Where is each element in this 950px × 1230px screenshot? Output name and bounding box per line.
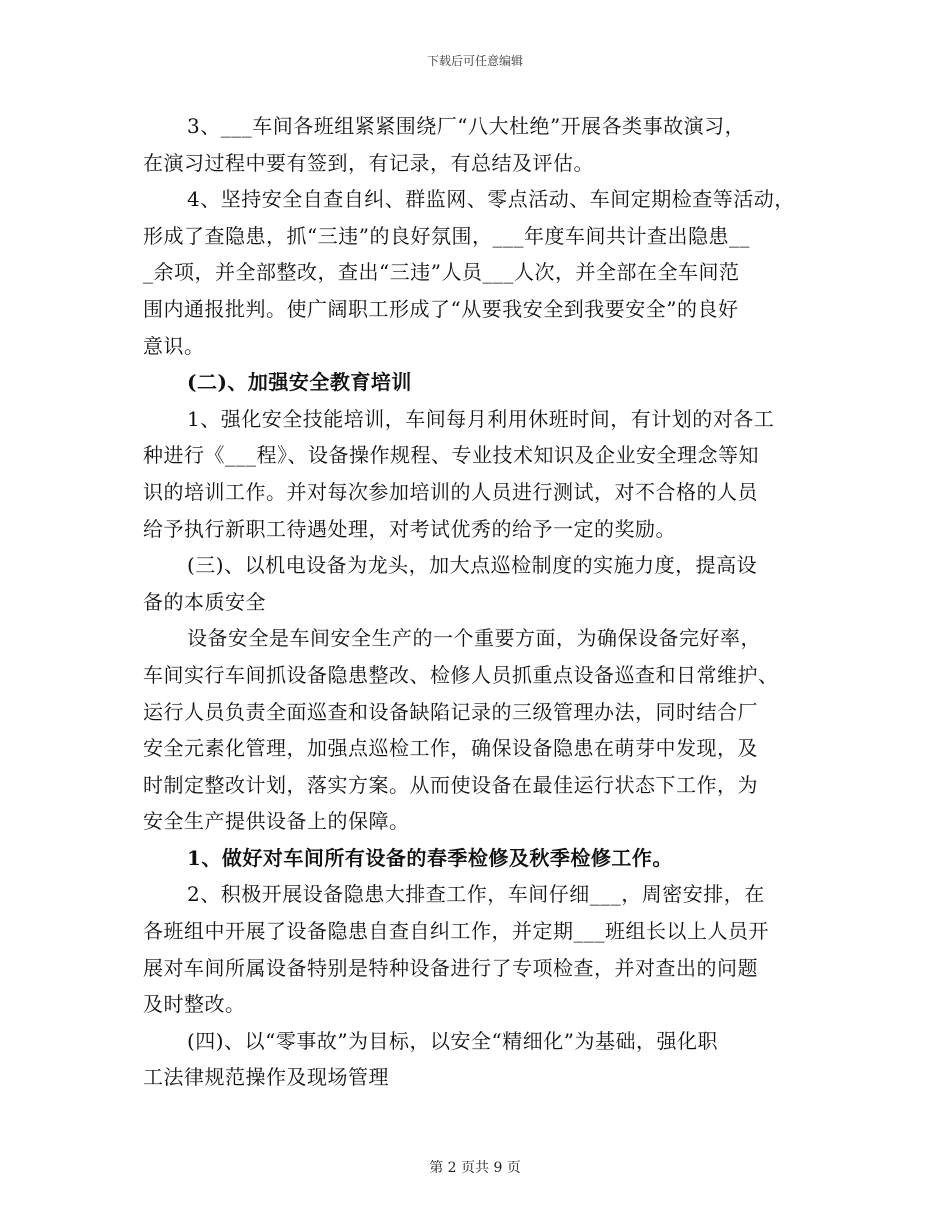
text-line: 展对车间所属设备特别是特种设备进行了专项检查，并对查出的问题 — [143, 955, 758, 980]
page-footer: 第 2 页共 9 页 — [429, 1160, 521, 1176]
text-line: 4、坚持安全自查自纠、群监网、零点活动、车间定期检查等活动， — [187, 187, 795, 212]
text-line: 车间实行车间抓设备隐患整改、检修人员抓重点设备巡查和日常维护、 — [143, 662, 779, 687]
section-heading — [143, 1023, 833, 1096]
paragraph — [143, 401, 833, 547]
text-line: 工法律规范操作及现场管理 — [143, 1065, 389, 1090]
text-line: 各班组中开展了设备隐患自查自纠工作，并定期___班组长以上人员开 — [143, 919, 769, 944]
text-line: 安全元素化管理，加强点巡检工作，确保设备隐患在萌芽中发现，及 — [143, 736, 758, 761]
text-line: 围内通报批判。使广阔职工形成了“从要我安全到我要安全”的良好 — [143, 296, 739, 321]
text-line: 安全生产提供设备上的保障。 — [143, 809, 410, 834]
document-body — [143, 108, 833, 1096]
text-line: _余项，并全部整改，查出“三违”人员___人次，并全部在全车间范 — [143, 260, 740, 285]
text-line: 意识。 — [143, 333, 205, 358]
text-line: 设备安全是车间安全生产的一个重要方面，为确保设备完好率， — [187, 626, 761, 651]
text-line: 2、积极开展设备隐患大排查工作，车间仔细___，周密安排，在 — [187, 882, 765, 907]
text-line: 形成了查隐患，抓“三违”的良好氛围，___年度车间共计查出隐患__ — [143, 223, 750, 248]
paragraph — [143, 108, 833, 181]
text-line: 1、做好对车间所有设备的春季检修及秋季检修工作。 — [187, 845, 673, 870]
text-line: 3、___车间各班组紧紧围绕厂“八大杜绝”开展各类事故演习， — [187, 114, 746, 138]
text-line: (四)、以“零事故”为目标，以安全“精细化”为基础，强化职 — [187, 1028, 719, 1053]
bold-item — [143, 840, 833, 877]
text-line: 识的培训工作。并对每次参加培训的人员进行测试，对不合格的人员 — [143, 479, 758, 504]
text-line: 在演习过程中要有签到，有记录，有总结及评估。 — [143, 150, 594, 175]
text-line: 时制定整改计划，落实方案。从而使设备在最佳运行状态下工作，为 — [143, 772, 758, 797]
section-heading — [143, 364, 833, 401]
page-header: 下载后可任意编辑 — [426, 54, 523, 68]
text-line: 及时整改。 — [143, 992, 246, 1017]
paragraph — [143, 620, 833, 840]
paragraph — [143, 876, 833, 1022]
paragraph — [143, 181, 833, 364]
text-line: 备的本质安全 — [143, 589, 266, 614]
text-line: 种进行《___程》、设备操作规程、专业技术知识及企业安全理念等知 — [143, 443, 759, 468]
text-line: 1、强化安全技能培训，车间每月利用休班时间，有计划的对各工 — [187, 406, 775, 431]
text-line: 运行人员负责全面巡查和设备缺陷记录的三级管理办法，同时结合厂 — [143, 699, 758, 724]
section-heading — [143, 547, 833, 620]
text-line: (三)、以机电设备为龙头，加大点巡检制度的实施力度，提高设 — [187, 553, 758, 578]
text-line: 给予执行新职工待遇处理，对考试优秀的给予一定的奖励。 — [143, 516, 676, 541]
text-line: (二)、加强安全教育培训 — [187, 370, 412, 395]
